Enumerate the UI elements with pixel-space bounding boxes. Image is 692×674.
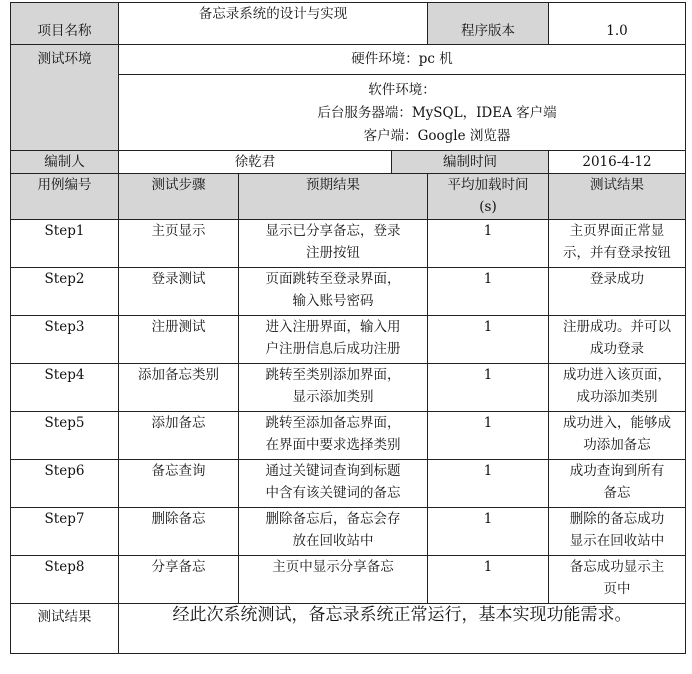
case-step: 添加备忘类别 bbox=[119, 364, 239, 412]
case-id: Step7 bbox=[11, 508, 119, 556]
case-id: Step4 bbox=[11, 364, 119, 412]
case-load-time: 1 bbox=[428, 460, 549, 508]
summary-label: 测试结果 bbox=[11, 604, 119, 654]
col-result-header: 测试结果 bbox=[549, 174, 686, 220]
case-step: 删除备忘 bbox=[119, 508, 239, 556]
software-title: 软件环境： bbox=[368, 82, 436, 98]
case-id: Step8 bbox=[11, 556, 119, 604]
case-result: 主页界面正常显 示，并有登录按钮 bbox=[549, 220, 686, 268]
case-load-time: 1 bbox=[428, 556, 549, 604]
column-header-row bbox=[11, 174, 686, 220]
case-step: 添加备忘 bbox=[119, 412, 239, 460]
case-result: 成功查询到所有 备忘 bbox=[549, 460, 686, 508]
case-expected: 通过关键词查询到标题 中含有该关键词的备忘 bbox=[239, 460, 428, 508]
software-env bbox=[119, 75, 686, 151]
author-row bbox=[11, 151, 686, 174]
version-label: 程序版本 bbox=[428, 3, 549, 45]
case-step: 登录测试 bbox=[119, 268, 239, 316]
case-expected: 进入注册界面，输入用 户注册信息后成功注册 bbox=[239, 316, 428, 364]
project-name-label: 项目名称 bbox=[11, 3, 119, 45]
case-load-time: 1 bbox=[428, 316, 549, 364]
case-id: Step2 bbox=[11, 268, 119, 316]
hardware-env: 硬件环境：pc 机 bbox=[119, 45, 686, 75]
case-id: Step6 bbox=[11, 460, 119, 508]
case-step: 主页显示 bbox=[119, 220, 239, 268]
case-expected: 显示已分享备忘，登录 注册按钮 bbox=[239, 220, 428, 268]
case-step: 分享备忘 bbox=[119, 556, 239, 604]
case-expected: 页面跳转至登录界面， 输入账号密码 bbox=[239, 268, 428, 316]
col-id-header: 用例编号 bbox=[11, 174, 119, 220]
case-load-time: 1 bbox=[428, 268, 549, 316]
version-value: 1.0 bbox=[549, 3, 686, 45]
table-row bbox=[11, 268, 686, 316]
table-row bbox=[11, 220, 686, 268]
case-step: 注册测试 bbox=[119, 316, 239, 364]
case-result: 备忘成功显示主 页中 bbox=[549, 556, 686, 604]
case-expected: 跳转至类别添加界面， 显示添加类别 bbox=[239, 364, 428, 412]
project-name-value: 备忘录系统的设计与实现 bbox=[119, 3, 428, 45]
table-row bbox=[11, 364, 686, 412]
table-row bbox=[11, 460, 686, 508]
case-result: 登录成功 bbox=[549, 268, 686, 316]
case-load-time: 1 bbox=[428, 220, 549, 268]
date-label: 编制时间 bbox=[392, 151, 549, 174]
summary-text: 经此次系统测试，备忘录系统正常运行，基本实现功能需求。 bbox=[119, 604, 686, 654]
case-id: Step1 bbox=[11, 220, 119, 268]
case-load-time: 1 bbox=[428, 412, 549, 460]
case-expected: 跳转至添加备忘界面， 在界面中要求选择类别 bbox=[239, 412, 428, 460]
table-row bbox=[11, 556, 686, 604]
test-report-table bbox=[10, 2, 686, 654]
case-result: 注册成功。并可以 成功登录 bbox=[549, 316, 686, 364]
col-load-time-line1: 平均加载时间 bbox=[447, 177, 529, 193]
table-row bbox=[11, 508, 686, 556]
case-id: Step5 bbox=[11, 412, 119, 460]
author-value: 徐乾君 bbox=[119, 151, 392, 174]
client-env: 客户端：Google 浏览器 bbox=[363, 128, 511, 144]
case-expected: 主页中显示分享备忘 bbox=[239, 556, 428, 604]
col-expected-header: 预期结果 bbox=[239, 174, 428, 220]
case-id: Step3 bbox=[11, 316, 119, 364]
case-step: 备忘查询 bbox=[119, 460, 239, 508]
case-result: 成功进入该页面， 成功添加类别 bbox=[549, 364, 686, 412]
col-steps-header: 测试步骤 bbox=[119, 174, 239, 220]
table-row bbox=[11, 412, 686, 460]
case-result: 删除的备忘成功 显示在回收站中 bbox=[549, 508, 686, 556]
case-expected: 删除备忘后，备忘会存 放在回收站中 bbox=[239, 508, 428, 556]
summary-row bbox=[11, 604, 686, 654]
date-value: 2016-4-12 bbox=[549, 151, 686, 174]
case-load-time: 1 bbox=[428, 508, 549, 556]
col-load-time-header bbox=[428, 174, 549, 220]
case-result: 成功进入，能够成 功添加备忘 bbox=[549, 412, 686, 460]
col-load-time-line2: (s) bbox=[479, 199, 497, 215]
backend-env: 后台服务器端：MySQL，IDEA 客户端 bbox=[317, 105, 557, 121]
env-label: 测试环境 bbox=[11, 45, 119, 151]
author-label: 编制人 bbox=[11, 151, 119, 174]
header-row bbox=[11, 3, 686, 45]
env-hardware-row bbox=[11, 45, 686, 75]
table-row bbox=[11, 316, 686, 364]
case-load-time: 1 bbox=[428, 364, 549, 412]
